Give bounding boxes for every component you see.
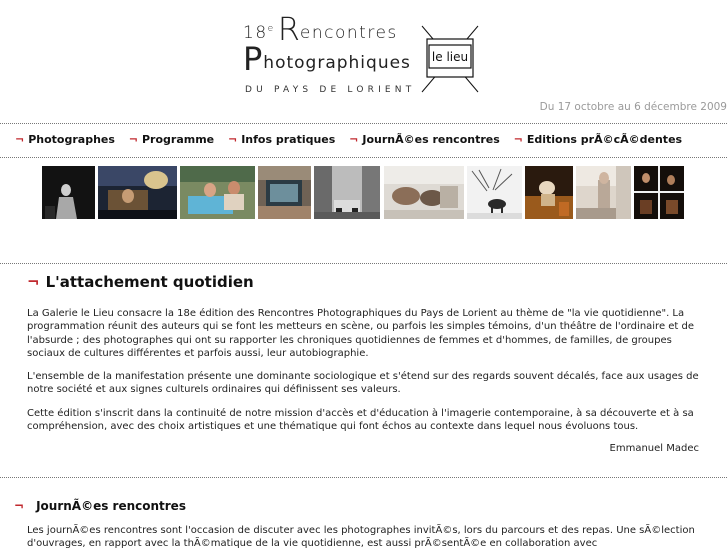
nav-marker-icon: ¬ bbox=[128, 133, 138, 146]
article-section bbox=[27, 273, 703, 454]
title-marker-icon: ¬ bbox=[27, 273, 40, 291]
logo-line-3: DU PAYS DE LORIENT bbox=[245, 85, 416, 95]
title-marker-icon: ¬ bbox=[14, 499, 25, 513]
logo-line-1: 18eRencontres bbox=[243, 10, 398, 48]
photo-thumbnail[interactable] bbox=[384, 166, 464, 219]
event-dates: Du 17 octobre au 6 décembre 2009 bbox=[539, 101, 727, 113]
journees-section bbox=[14, 499, 714, 551]
article-paragraph: Cette édition s'inscrit dans la continuité de notre mission d'accès et d'éducation à l'imagerie contemporaine, à sa découverte et à sa compréhension, avec des choix artistiques et une thématique qui font échos au contexte dans lequel nous évoluons tous. bbox=[27, 407, 694, 433]
journees-text: Les journÃ©es rencontres sont l'occasion de discuter avec les photographes invitÃ©s, lors du parcours et des repas. Une sÃ©lection d'ouvrages, en rapport avec la thÃ©matique de la vie quotidienne, est aussi prÃ©sentÃ©e en collaboration avec bbox=[27, 525, 695, 550]
article-paragraph: L'ensemble de la manifestation présente une dominante sociologique et s'étend sur des regards souvent décalés, face aux usages de notre société et aux signes culturels ordinaires qui définissent ses valeurs. bbox=[27, 371, 699, 396]
article-signature: Emmanuel Madec bbox=[609, 443, 699, 455]
divider bbox=[0, 477, 727, 478]
article-title: ¬ L'attachement quotidien bbox=[27, 273, 254, 291]
nav-marker-icon: ¬ bbox=[513, 133, 523, 146]
divider bbox=[0, 123, 727, 124]
photo-thumbnail[interactable] bbox=[525, 166, 573, 219]
nav-marker-icon: ¬ bbox=[349, 133, 359, 146]
article-paragraph: La Galerie le Lieu consacre la 18e édition des Rencontres Photographiques du Pays de Lorient au thème de "la vie quotidienne". La programmation réunit des auteurs qui se font les metteurs en scène, ou parfois les simples témoins, d'un théâtre de l'ordinaire et de l'absurde ; des photographes qui ont su rapporter les chroniques quotidiennes de femmes et d'hommes, de familles, de groupes sociaux de cultures différentes et parfois aussi, leur autobiographie. bbox=[27, 308, 695, 359]
le-lieu-logo-text: le lieu bbox=[431, 50, 469, 64]
photo-thumbnail[interactable] bbox=[98, 166, 177, 219]
site-header bbox=[0, 0, 727, 118]
photo-thumbnail[interactable] bbox=[576, 166, 631, 219]
photo-thumbnail[interactable] bbox=[258, 166, 311, 219]
photo-thumbnail[interactable] bbox=[180, 166, 255, 219]
nav-item-journees-rencontres[interactable]: ¬ JournÃ©es rencontres bbox=[349, 133, 500, 146]
le-lieu-logo-icon[interactable] bbox=[420, 22, 482, 94]
nav-marker-icon: ¬ bbox=[227, 133, 238, 146]
photo-thumbnail[interactable] bbox=[42, 166, 95, 219]
main-nav bbox=[15, 133, 692, 149]
nav-marker-icon: ¬ bbox=[15, 133, 25, 146]
nav-item-infos-pratiques[interactable]: ¬ Infos pratiques bbox=[227, 133, 336, 146]
journees-title: ¬ JournÃ©es rencontres bbox=[14, 499, 186, 513]
nav-item-programme[interactable]: ¬ Programme bbox=[128, 133, 215, 146]
photo-thumbnail[interactable] bbox=[634, 166, 684, 219]
photo-thumbnail[interactable] bbox=[314, 166, 380, 219]
divider bbox=[0, 157, 727, 158]
logo-line-2: Photographiques bbox=[243, 40, 411, 78]
photo-thumbnail[interactable] bbox=[467, 166, 522, 219]
nav-item-editions-precedentes[interactable]: ¬ Editions prÃ©cÃ©dentes bbox=[513, 133, 683, 146]
divider bbox=[0, 263, 727, 264]
nav-item-photographes[interactable]: ¬ Photographes bbox=[15, 133, 115, 146]
